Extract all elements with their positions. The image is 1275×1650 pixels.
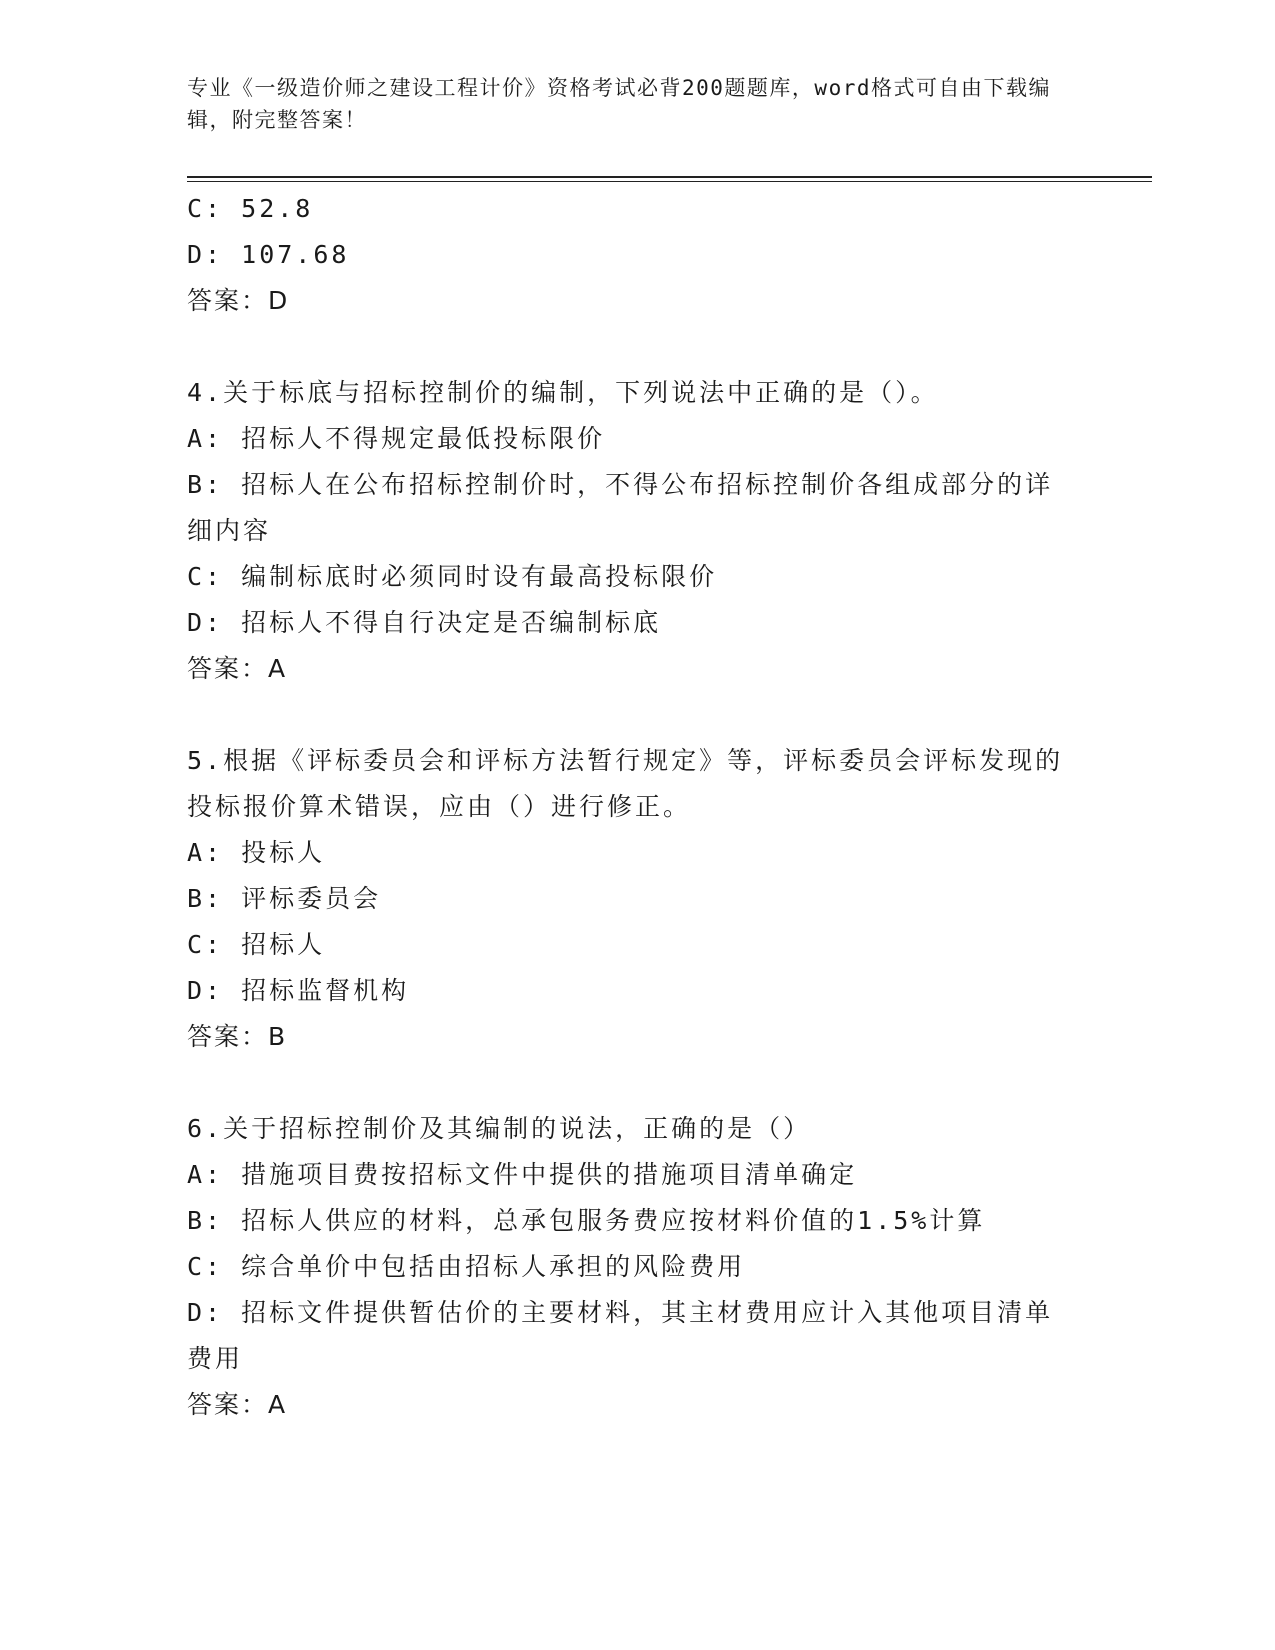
answer-line: 答案：B [187,1022,288,1051]
option-b: B: 评标委员会 [187,884,382,913]
option-c: C: 招标人 [187,930,326,959]
question-stem: 6.关于招标控制价及其编制的说法，正确的是（） [187,1114,812,1143]
option-b: B: 招标人供应的材料，总承包服务费应按材料价值的1.5%计算 [187,1206,986,1235]
question-6 [187,1106,1067,1428]
option-a: A: 招标人不得规定最低投标限价 [187,424,606,453]
option-c: C: 综合单价中包括由招标人承担的风险费用 [187,1252,746,1281]
option-d: D: 107.68 [187,240,350,269]
option-a: A: 投标人 [187,838,326,867]
question-stem: 5.根据《评标委员会和评标方法暂行规定》等，评标委员会评标发现的投标报价算术错误，应由（）进行修正。 [187,746,1064,821]
header-rule-thick [187,176,1152,178]
option-b: B: 招标人在公布招标控制价时，不得公布招标控制价各组成部分的详细内容 [187,470,1054,545]
option-a: A: 措施项目费按招标文件中提供的措施项目清单确定 [187,1160,858,1189]
header-rule-thin [187,181,1152,182]
option-d: D: 招标人不得自行决定是否编制标底 [187,608,662,637]
option-c: C: 编制标底时必须同时设有最高投标限价 [187,562,718,591]
question-stem: 4.关于标底与招标控制价的编制，下列说法中正确的是（）。 [187,378,939,407]
document-body [187,186,1067,1474]
carryover-question [187,186,1067,324]
question-4 [187,370,1067,692]
page-header: 专业《一级造价师之建设工程计价》资格考试必背200题题库，word格式可自由下载编辑，附完整答案！ [187,76,1051,132]
option-d: D: 招标监督机构 [187,976,410,1005]
option-d: D: 招标文件提供暂估价的主要材料，其主材费用应计入其他项目清单费用 [187,1298,1054,1373]
answer-line: 答案：A [187,1390,288,1419]
answer-line: 答案：D [187,286,290,315]
question-5 [187,738,1067,1060]
option-c: C: 52.8 [187,194,314,223]
answer-line: 答案：A [187,654,288,683]
